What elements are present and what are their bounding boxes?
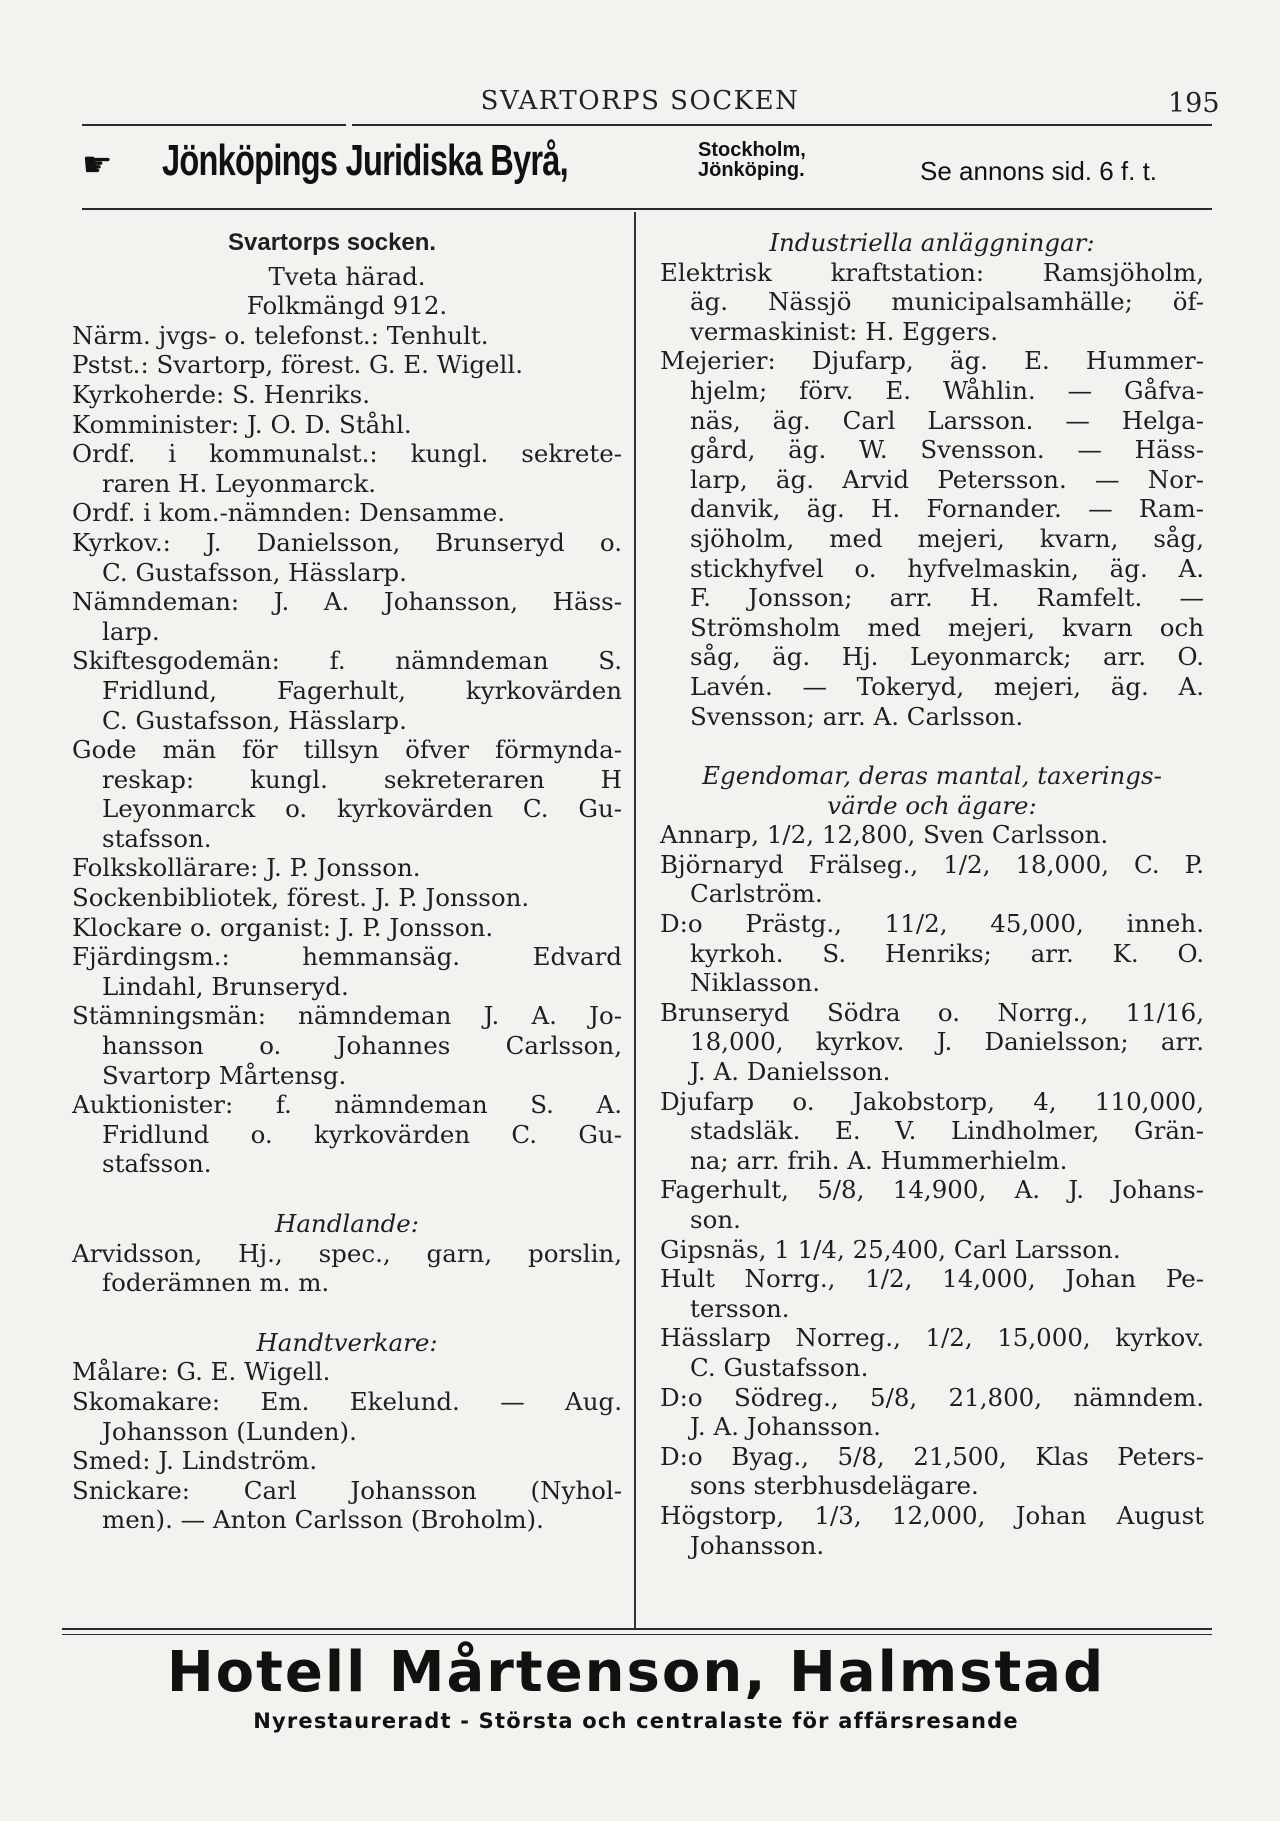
text-line: Annarp, 1/2, 12,800, Sven Carlsson. (660, 820, 1109, 850)
right-column-lines (660, 228, 1204, 1560)
footer-rule-bottom (62, 1634, 1212, 1635)
text-line: Smed: J. Lindström. (72, 1446, 318, 1476)
text-line: Mejerier: Djufarp, äg. E. Hummer- (660, 346, 1204, 376)
text-line: J. A. Danielsson. (690, 1057, 891, 1087)
section-gap (72, 1298, 622, 1328)
text-line: Brunseryd Södra o. Norrg., 11/16, (660, 997, 1204, 1027)
text-line: Skomakare: Em. Ekelund. — Aug. (72, 1386, 622, 1416)
text-line: sons sterbhusdelägare. (690, 1471, 979, 1501)
text-line: men). — Anton Carlsson (Broholm). (102, 1505, 544, 1535)
text-line: Komminister: J. O. D. Ståhl. (72, 409, 412, 439)
text-line: Pstst.: Svartorp, förest. G. E. Wigell. (72, 350, 523, 380)
text-line: foderämnen m. m. (102, 1268, 330, 1298)
text-line: Gipsnäs, 1 1/4, 25,400, Carl Larsson. (660, 1234, 1121, 1264)
text-line: stafsson. (102, 823, 212, 853)
text-line: Johansson (Lunden). (102, 1416, 357, 1446)
text-line: Nämndeman: J. A. Johansson, Häss- (72, 587, 622, 617)
text-line: son. (690, 1205, 741, 1234)
text-line: D:o Prästg., 11/2, 45,000, inneh. (660, 909, 1204, 939)
right-column (660, 228, 1204, 1560)
text-line: Arvidsson, Hj., spec., garn, porslin, (72, 1238, 622, 1268)
section-gap (660, 731, 1204, 761)
text-line: Gode män för tillsyn öfver förmynda- (72, 735, 622, 765)
text-line: Klockare o. organist: J. P. Jonsson. (72, 912, 494, 942)
page-number: 195 (1168, 88, 1220, 119)
text-line: na; arr. frih. A. Hummerhielm. (690, 1145, 1068, 1175)
left-column-lines (72, 262, 622, 1535)
text-line: äg. Nässjö municipalsamhälle; öf- (690, 287, 1204, 317)
text-line: Johansson. (690, 1530, 825, 1560)
top-advertisement (82, 132, 1212, 198)
text-line: raren H. Leyonmarck. (102, 468, 377, 498)
ad-city-jonkoping: Jönköping. (698, 159, 805, 181)
text-line: F. Jonsson; arr. H. Ramfelt. — (690, 583, 1204, 613)
text-line: Folkmängd 912. (246, 291, 448, 321)
text-line: såg, äg. Hj. Leyonmarck; arr. O. (690, 642, 1204, 672)
text-line: Snickare: Carl Johansson (Nyhol- (72, 1475, 622, 1505)
text-line: stadsläk. E. V. Lindholmer, Grän- (690, 1116, 1204, 1146)
text-line: Niklasson. (690, 968, 821, 998)
section-heading: värde och ägare: (827, 790, 1037, 820)
text-line: reskap: kungl. sekreteraren H (102, 764, 622, 794)
text-line: vermaskinist: H. Eggers. (690, 316, 998, 346)
text-line: Kyrkov.: J. Danielsson, Brunseryd o. (72, 527, 622, 557)
text-line: Närm. jvgs- o. telefonst.: Tenhult. (72, 320, 489, 350)
text-line: Stämningsmän: nämndeman J. A. Jo- (72, 1001, 622, 1031)
section-heading: Handlande: (274, 1209, 420, 1238)
header-rule-right (352, 124, 1212, 126)
section-heading: Industriella anläggningar: (769, 228, 1095, 257)
text-line: tersson. (690, 1293, 790, 1323)
text-line: stafsson. (102, 1149, 212, 1179)
hotel-name: Hotell Mårtenson, Halmstad (166, 1640, 1106, 1705)
text-line: larp, äg. Arvid Petersson. — Nor- (690, 464, 1204, 494)
text-line: 18,000, kyrkov. J. Danielsson; arr. (690, 1027, 1204, 1057)
text-line: Tveta härad. (268, 261, 426, 291)
section-heading: Handtverkare: (256, 1327, 438, 1357)
text-line: D:o Byag., 5/8, 21,500, Klas Peters- (660, 1441, 1204, 1471)
text-line: Elektrisk kraftstation: Ramsjöholm, (660, 257, 1204, 287)
text-line: hansson o. Johannes Carlsson, (102, 1031, 622, 1061)
bottom-advertisement (62, 1640, 1210, 1736)
text-line: Djufarp o. Jakobstorp, 4, 110,000, (660, 1086, 1204, 1116)
text-line: Fridlund o. kyrkovärden C. Gu- (102, 1119, 622, 1149)
text-line: Björnaryd Frälseg., 1/2, 18,000, C. P. (660, 849, 1204, 879)
text-line: Målare: G. E. Wigell. (72, 1357, 331, 1387)
text-line: Fridlund, Fagerhult, kyrkovärden (102, 675, 622, 705)
parish-heading: Svartorps socken. (228, 229, 437, 256)
text-line: Lavén. — Tokeryd, mejeri, äg. A. (690, 671, 1204, 701)
ad-city-stockholm: Stockholm, (698, 139, 806, 161)
text-line: Skiftesgodemän: f. nämndeman S. (72, 646, 622, 676)
text-line: larp. (102, 616, 160, 646)
text-line: Folkskollärare: J. P. Jonsson. (72, 853, 421, 883)
text-line: Svartorp Mårtensg. (102, 1060, 347, 1090)
text-line: Auktionister: f. nämndeman S. A. (72, 1090, 622, 1120)
footer-rule-top (62, 1628, 1212, 1630)
text-line: hjelm; förv. E. Wåhlin. — Gåfva- (690, 375, 1204, 405)
text-line: Strömsholm med mejeri, kvarn och (690, 612, 1204, 642)
text-line: Sockenbibliotek, förest. J. P. Jonsson. (72, 883, 530, 913)
running-title: SVARTORPS SOCKEN (480, 86, 800, 116)
section-gap (72, 1179, 622, 1209)
text-line: Fagerhult, 5/8, 14,900, A. J. Johans- (660, 1175, 1204, 1205)
text-line: sjöholm, med mejeri, kvarn, såg, (690, 523, 1204, 553)
text-line: Ordf. i kom.-nämnden: Densamme. (72, 498, 506, 528)
text-line: kyrkoh. S. Henriks; arr. K. O. (690, 938, 1204, 968)
text-line: stickhyfvel o. hyfvelmaskin, äg. A. (690, 553, 1204, 583)
text-line: Fjärdingsm.: hemmansäg. Edvard (72, 942, 622, 972)
text-line: Hässlarp Norreg., 1/2, 15,000, kyrkov. (660, 1323, 1204, 1353)
ad-firm-name: Jönköpings Juridiska Byrå, (162, 136, 568, 185)
ad-rule (82, 208, 1212, 210)
hotel-slogan: Nyrestaureradt - Största och centralaste för affärsresande (253, 1709, 1019, 1733)
text-line: D:o Södreg., 5/8, 21,800, nämndem. (660, 1382, 1204, 1412)
text-line: gård, äg. W. Svensson. — Häss- (690, 435, 1204, 465)
text-line: Carlström. (690, 879, 823, 909)
text-line: J. A. Johansson. (690, 1412, 881, 1442)
text-line: Svensson; arr. A. Carlsson. (690, 701, 1024, 731)
header-rule-left (82, 124, 346, 126)
ad-reference: Se annons sid. 6 f. t. (920, 156, 1158, 186)
column-divider (634, 212, 636, 1628)
text-line: Högstorp, 1/3, 12,000, Johan August (660, 1500, 1204, 1530)
text-line: C. Gustafsson, Hässlarp. (102, 557, 407, 587)
text-line: C. Gustafsson, Hässlarp. (102, 705, 407, 735)
text-line: danvik, äg. H. Fornander. — Ram- (690, 494, 1204, 524)
text-line: näs, äg. Carl Larsson. — Helga- (690, 405, 1204, 435)
text-line: Hult Norrg., 1/2, 14,000, Johan Pe- (660, 1264, 1204, 1294)
pointing-hand-icon: ☛ (82, 145, 113, 185)
text-line: Leyonmarck o. kyrkovärden C. Gu- (102, 794, 622, 824)
ad-cities (698, 140, 928, 180)
text-line: Kyrkoherde: S. Henriks. (72, 379, 370, 409)
text-line: C. Gustafsson. (690, 1352, 869, 1382)
left-column (72, 228, 622, 1535)
text-line: Ordf. i kommunalst.: kungl. sekrete- (72, 439, 622, 469)
section-heading: Egendomar, deras mantal, taxerings- (702, 761, 1162, 791)
text-line: Lindahl, Brunseryd. (102, 971, 349, 1001)
